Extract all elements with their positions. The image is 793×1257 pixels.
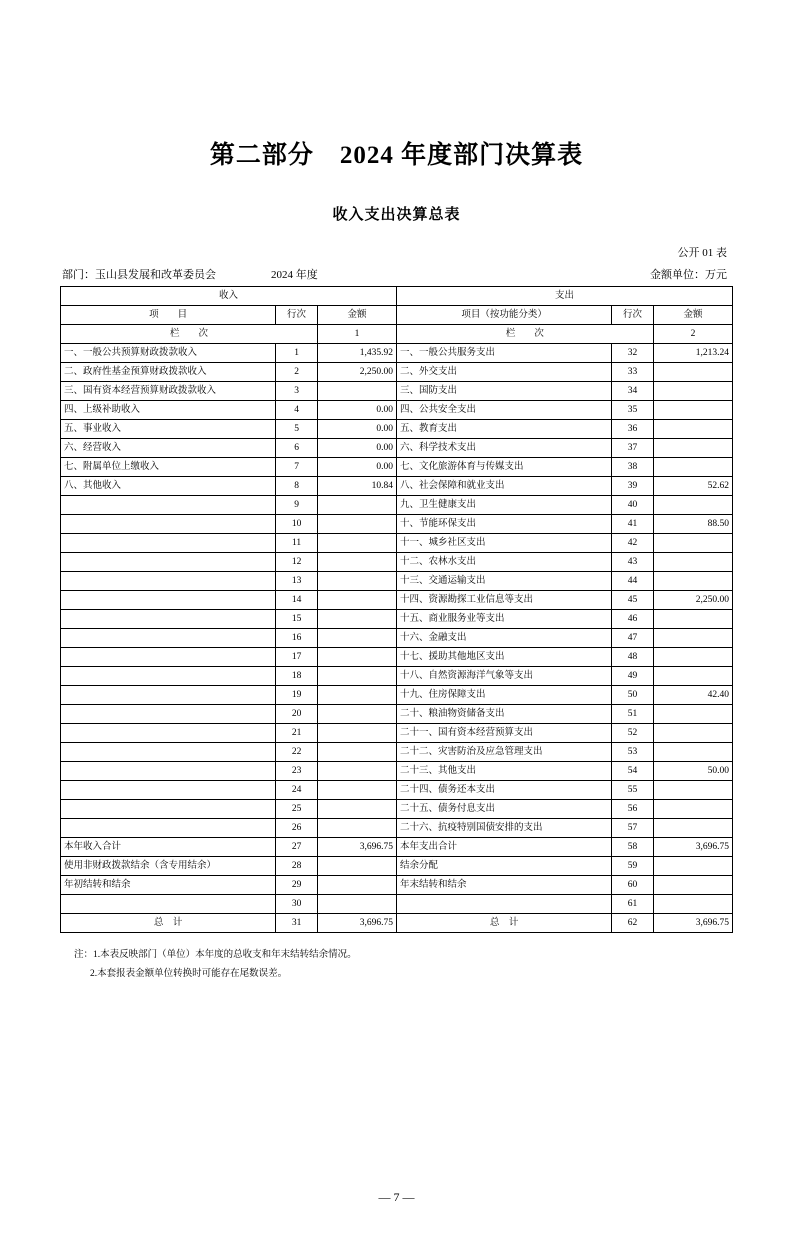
page-number: — 7 — [378,1190,415,1204]
cell-income-amount [317,705,396,724]
table-meta [60,266,733,282]
cell-exp-item: 年末结转和结余 [396,876,611,895]
table-row [61,800,733,819]
cell-exp-amount [653,743,732,762]
cell-exp-amount: 1,213.24 [653,344,732,363]
cell-exp-item: 本年支出合计 [396,838,611,857]
cell-income-rowno: 20 [276,705,318,724]
cell-income-rowno: 22 [276,743,318,762]
table-notes [60,947,733,983]
cell-income-rowno: 8 [276,477,318,496]
cell-income-item [61,667,276,686]
group-header-expenditure: 支出 [396,287,732,306]
cell-income-rowno: 3 [276,382,318,401]
cell-exp-amount [653,572,732,591]
cell-income-item: 年初结转和结余 [61,876,276,895]
table-row [61,534,733,553]
cell-exp-amount [653,439,732,458]
cell-income-rowno: 10 [276,515,318,534]
table-row [61,572,733,591]
cell-exp-item: 二、外交支出 [396,363,611,382]
cell-income-rowno: 14 [276,591,318,610]
table-row [61,648,733,667]
table-row [61,591,733,610]
cell-exp-item: 总 计 [396,914,611,933]
cell-exp-item: 二十二、灾害防治及应急管理支出 [396,743,611,762]
cell-exp-item: 十六、金融支出 [396,629,611,648]
cell-income-item [61,819,276,838]
cell-income-rowno: 27 [276,838,318,857]
form-code: 公开 01 表 [677,247,727,259]
cell-exp-amount [653,876,732,895]
cell-income-amount [317,857,396,876]
cell-income-rowno: 30 [276,895,318,914]
cell-income-item [61,553,276,572]
column-header-row [61,306,733,325]
cell-income-amount [317,496,396,515]
cell-exp-amount [653,667,732,686]
cell-exp-amount [653,363,732,382]
table-row [61,895,733,914]
cell-exp-item: 七、文化旅游体育与传媒支出 [396,458,611,477]
cell-income-amount [317,534,396,553]
cell-exp-item: 二十六、抗疫特别国债安排的支出 [396,819,611,838]
cell-exp-rowno: 32 [612,344,654,363]
cell-exp-amount [653,819,732,838]
cell-exp-rowno: 54 [612,762,654,781]
cell-exp-rowno: 59 [612,857,654,876]
cell-income-rowno: 1 [276,344,318,363]
cell-income-amount [317,686,396,705]
note-2: 2.本套报表金额单位转换时可能存在尾数误差。 [90,969,288,980]
cell-income-amount [317,515,396,534]
cell-income-amount: 0.00 [317,439,396,458]
cell-exp-amount [653,610,732,629]
cell-income-rowno: 26 [276,819,318,838]
cell-income-item: 七、附属单位上缴收入 [61,458,276,477]
cell-exp-amount [653,458,732,477]
cell-income-rowno: 15 [276,610,318,629]
column-index-income: 1 [317,325,396,344]
cell-income-rowno: 5 [276,420,318,439]
table-row [61,781,733,800]
cell-income-rowno: 4 [276,401,318,420]
cell-exp-item: 十七、援助其他地区支出 [396,648,611,667]
cell-exp-rowno: 41 [612,515,654,534]
column-index-label-income: 栏 次 [61,325,318,344]
col-header-exp-rowno: 行次 [612,306,654,325]
year-label: 2024 年度 [271,269,318,281]
cell-income-amount [317,781,396,800]
cell-income-rowno: 23 [276,762,318,781]
cell-income-item: 本年收入合计 [61,838,276,857]
cell-exp-amount [653,401,732,420]
amount-unit-label: 金额单位：万元 [650,269,727,281]
group-header-income: 收入 [61,287,397,306]
cell-income-amount [317,876,396,895]
cell-exp-item: 三、国防支出 [396,382,611,401]
cell-exp-rowno: 57 [612,819,654,838]
table-row [61,667,733,686]
cell-exp-amount: 3,696.75 [653,914,732,933]
cell-income-amount [317,743,396,762]
cell-exp-item [396,895,611,914]
cell-income-amount: 10.84 [317,477,396,496]
cell-exp-amount [653,781,732,800]
cell-exp-rowno: 34 [612,382,654,401]
cell-income-rowno: 28 [276,857,318,876]
cell-exp-rowno: 53 [612,743,654,762]
cell-income-item [61,515,276,534]
column-index-row [61,325,733,344]
table-row [61,363,733,382]
table-row [61,420,733,439]
cell-exp-amount: 52.62 [653,477,732,496]
cell-income-item: 五、事业收入 [61,420,276,439]
cell-exp-item: 二十五、债务付息支出 [396,800,611,819]
cell-exp-amount [653,800,732,819]
cell-income-amount: 0.00 [317,420,396,439]
cell-exp-amount [653,534,732,553]
cell-exp-rowno: 35 [612,401,654,420]
cell-income-rowno: 19 [276,686,318,705]
cell-exp-item: 十八、自然资源海洋气象等支出 [396,667,611,686]
table-row [61,876,733,895]
cell-income-amount: 1,435.92 [317,344,396,363]
cell-income-item [61,724,276,743]
cell-income-rowno: 6 [276,439,318,458]
cell-income-rowno: 11 [276,534,318,553]
cell-income-rowno: 31 [276,914,318,933]
cell-exp-amount [653,496,732,515]
cell-income-rowno: 16 [276,629,318,648]
cell-exp-item: 十四、资源勘探工业信息等支出 [396,591,611,610]
cell-income-rowno: 24 [276,781,318,800]
cell-exp-rowno: 49 [612,667,654,686]
cell-income-item [61,781,276,800]
cell-income-item: 八、其他收入 [61,477,276,496]
cell-income-amount: 0.00 [317,401,396,420]
column-index-expenditure: 2 [653,325,732,344]
cell-income-item: 六、经营收入 [61,439,276,458]
cell-income-item [61,743,276,762]
cell-exp-item: 十九、住房保障支出 [396,686,611,705]
cell-income-rowno: 21 [276,724,318,743]
column-index-label-expenditure: 栏 次 [396,325,653,344]
cell-income-amount [317,382,396,401]
cell-income-item [61,534,276,553]
col-header-exp-item: 项目（按功能分类） [396,306,611,325]
cell-exp-item: 十、节能环保支出 [396,515,611,534]
cell-exp-item: 十二、农林水支出 [396,553,611,572]
cell-income-item [61,629,276,648]
col-header-income-amount: 金额 [317,306,396,325]
cell-income-item [61,496,276,515]
cell-exp-item: 二十三、其他支出 [396,762,611,781]
table-row [61,762,733,781]
cell-exp-amount: 3,696.75 [653,838,732,857]
table-row [61,610,733,629]
table-row [61,819,733,838]
cell-income-amount: 3,696.75 [317,838,396,857]
table-row [61,838,733,857]
table-row [61,857,733,876]
cell-income-item [61,895,276,914]
cell-exp-rowno: 46 [612,610,654,629]
cell-exp-amount [653,553,732,572]
table-row [61,705,733,724]
cell-exp-amount: 2,250.00 [653,591,732,610]
cell-income-rowno: 7 [276,458,318,477]
cell-exp-rowno: 58 [612,838,654,857]
table-title: 收入支出决算总表 [332,207,461,223]
cell-income-item [61,572,276,591]
table-body [61,287,733,933]
cell-income-rowno: 2 [276,363,318,382]
department-label: 部门：玉山县发展和改革委员会 [62,269,216,281]
cell-income-amount [317,724,396,743]
cell-income-rowno: 12 [276,553,318,572]
table-row [61,743,733,762]
col-header-income-rowno: 行次 [276,306,318,325]
table-row [61,686,733,705]
cell-income-amount [317,629,396,648]
table-row [61,724,733,743]
cell-exp-item: 十五、商业服务业等支出 [396,610,611,629]
table-row [61,629,733,648]
table-row [61,401,733,420]
note-1: 注：1.本表反映部门（单位）本年度的总收支和年末结转结余情况。 [74,950,357,960]
cell-exp-amount [653,382,732,401]
cell-exp-rowno: 61 [612,895,654,914]
table-row [61,914,733,933]
table-row [61,439,733,458]
cell-exp-rowno: 52 [612,724,654,743]
table-row [61,458,733,477]
cell-income-rowno: 25 [276,800,318,819]
cell-income-item: 总 计 [61,914,276,933]
page-title: 第二部分 2024 年度部门决算表 [209,142,584,169]
cell-income-item [61,591,276,610]
cell-exp-rowno: 43 [612,553,654,572]
cell-income-amount [317,667,396,686]
cell-income-amount: 3,696.75 [317,914,396,933]
table-row [61,553,733,572]
cell-income-rowno: 13 [276,572,318,591]
cell-exp-item: 八、社会保障和就业支出 [396,477,611,496]
cell-income-amount [317,762,396,781]
cell-income-item [61,762,276,781]
cell-income-item [61,610,276,629]
cell-exp-amount: 50.00 [653,762,732,781]
cell-exp-item: 结余分配 [396,857,611,876]
cell-exp-amount: 88.50 [653,515,732,534]
cell-income-amount [317,572,396,591]
cell-exp-rowno: 44 [612,572,654,591]
cell-income-rowno: 17 [276,648,318,667]
cell-income-amount [317,895,396,914]
cell-exp-amount [653,629,732,648]
cell-exp-amount: 42.40 [653,686,732,705]
cell-exp-item: 十一、城乡社区支出 [396,534,611,553]
table-row [61,477,733,496]
cell-exp-rowno: 42 [612,534,654,553]
cell-exp-item: 四、公共安全支出 [396,401,611,420]
cell-exp-amount [653,648,732,667]
cell-income-item: 三、国有资本经营预算财政拨款收入 [61,382,276,401]
cell-exp-rowno: 37 [612,439,654,458]
cell-exp-item: 九、卫生健康支出 [396,496,611,515]
document-page [0,135,793,1257]
table-row [61,344,733,363]
col-header-income-item: 项 目 [61,306,276,325]
cell-income-rowno: 18 [276,667,318,686]
group-header-row [61,287,733,306]
cell-exp-amount [653,857,732,876]
cell-exp-rowno: 39 [612,477,654,496]
cell-exp-rowno: 38 [612,458,654,477]
cell-exp-rowno: 47 [612,629,654,648]
cell-income-item [61,648,276,667]
table-row [61,515,733,534]
cell-income-amount: 2,250.00 [317,363,396,382]
cell-income-amount: 0.00 [317,458,396,477]
cell-exp-rowno: 45 [612,591,654,610]
cell-exp-item: 六、科学技术支出 [396,439,611,458]
cell-exp-item: 二十四、债务还本支出 [396,781,611,800]
cell-income-amount [317,819,396,838]
cell-income-item: 一、一般公共预算财政拨款收入 [61,344,276,363]
table-row [61,496,733,515]
cell-exp-rowno: 51 [612,705,654,724]
cell-income-item: 使用非财政拨款结余（含专用结余） [61,857,276,876]
cell-income-amount [317,591,396,610]
cell-exp-rowno: 50 [612,686,654,705]
cell-exp-rowno: 60 [612,876,654,895]
cell-exp-item: 二十一、国有资本经营预算支出 [396,724,611,743]
cell-income-item [61,705,276,724]
cell-exp-rowno: 33 [612,363,654,382]
cell-exp-rowno: 40 [612,496,654,515]
cell-exp-amount [653,705,732,724]
cell-exp-rowno: 55 [612,781,654,800]
cell-exp-item: 一、一般公共服务支出 [396,344,611,363]
cell-income-rowno: 9 [276,496,318,515]
cell-exp-item: 十三、交通运输支出 [396,572,611,591]
cell-income-item [61,800,276,819]
cell-income-item [61,686,276,705]
revenue-expenditure-table [60,286,733,933]
cell-exp-rowno: 56 [612,800,654,819]
cell-exp-rowno: 48 [612,648,654,667]
col-header-exp-amount: 金额 [653,306,732,325]
cell-income-amount [317,648,396,667]
cell-income-item: 四、上级补助收入 [61,401,276,420]
cell-income-rowno: 29 [276,876,318,895]
cell-income-amount [317,800,396,819]
cell-income-item: 二、政府性基金预算财政拨款收入 [61,363,276,382]
cell-exp-amount [653,895,732,914]
cell-exp-rowno: 36 [612,420,654,439]
cell-income-amount [317,553,396,572]
cell-exp-item: 五、教育支出 [396,420,611,439]
cell-exp-amount [653,724,732,743]
table-row [61,382,733,401]
cell-exp-item: 二十、粮油物资储备支出 [396,705,611,724]
cell-exp-amount [653,420,732,439]
cell-exp-rowno: 62 [612,914,654,933]
cell-income-amount [317,610,396,629]
